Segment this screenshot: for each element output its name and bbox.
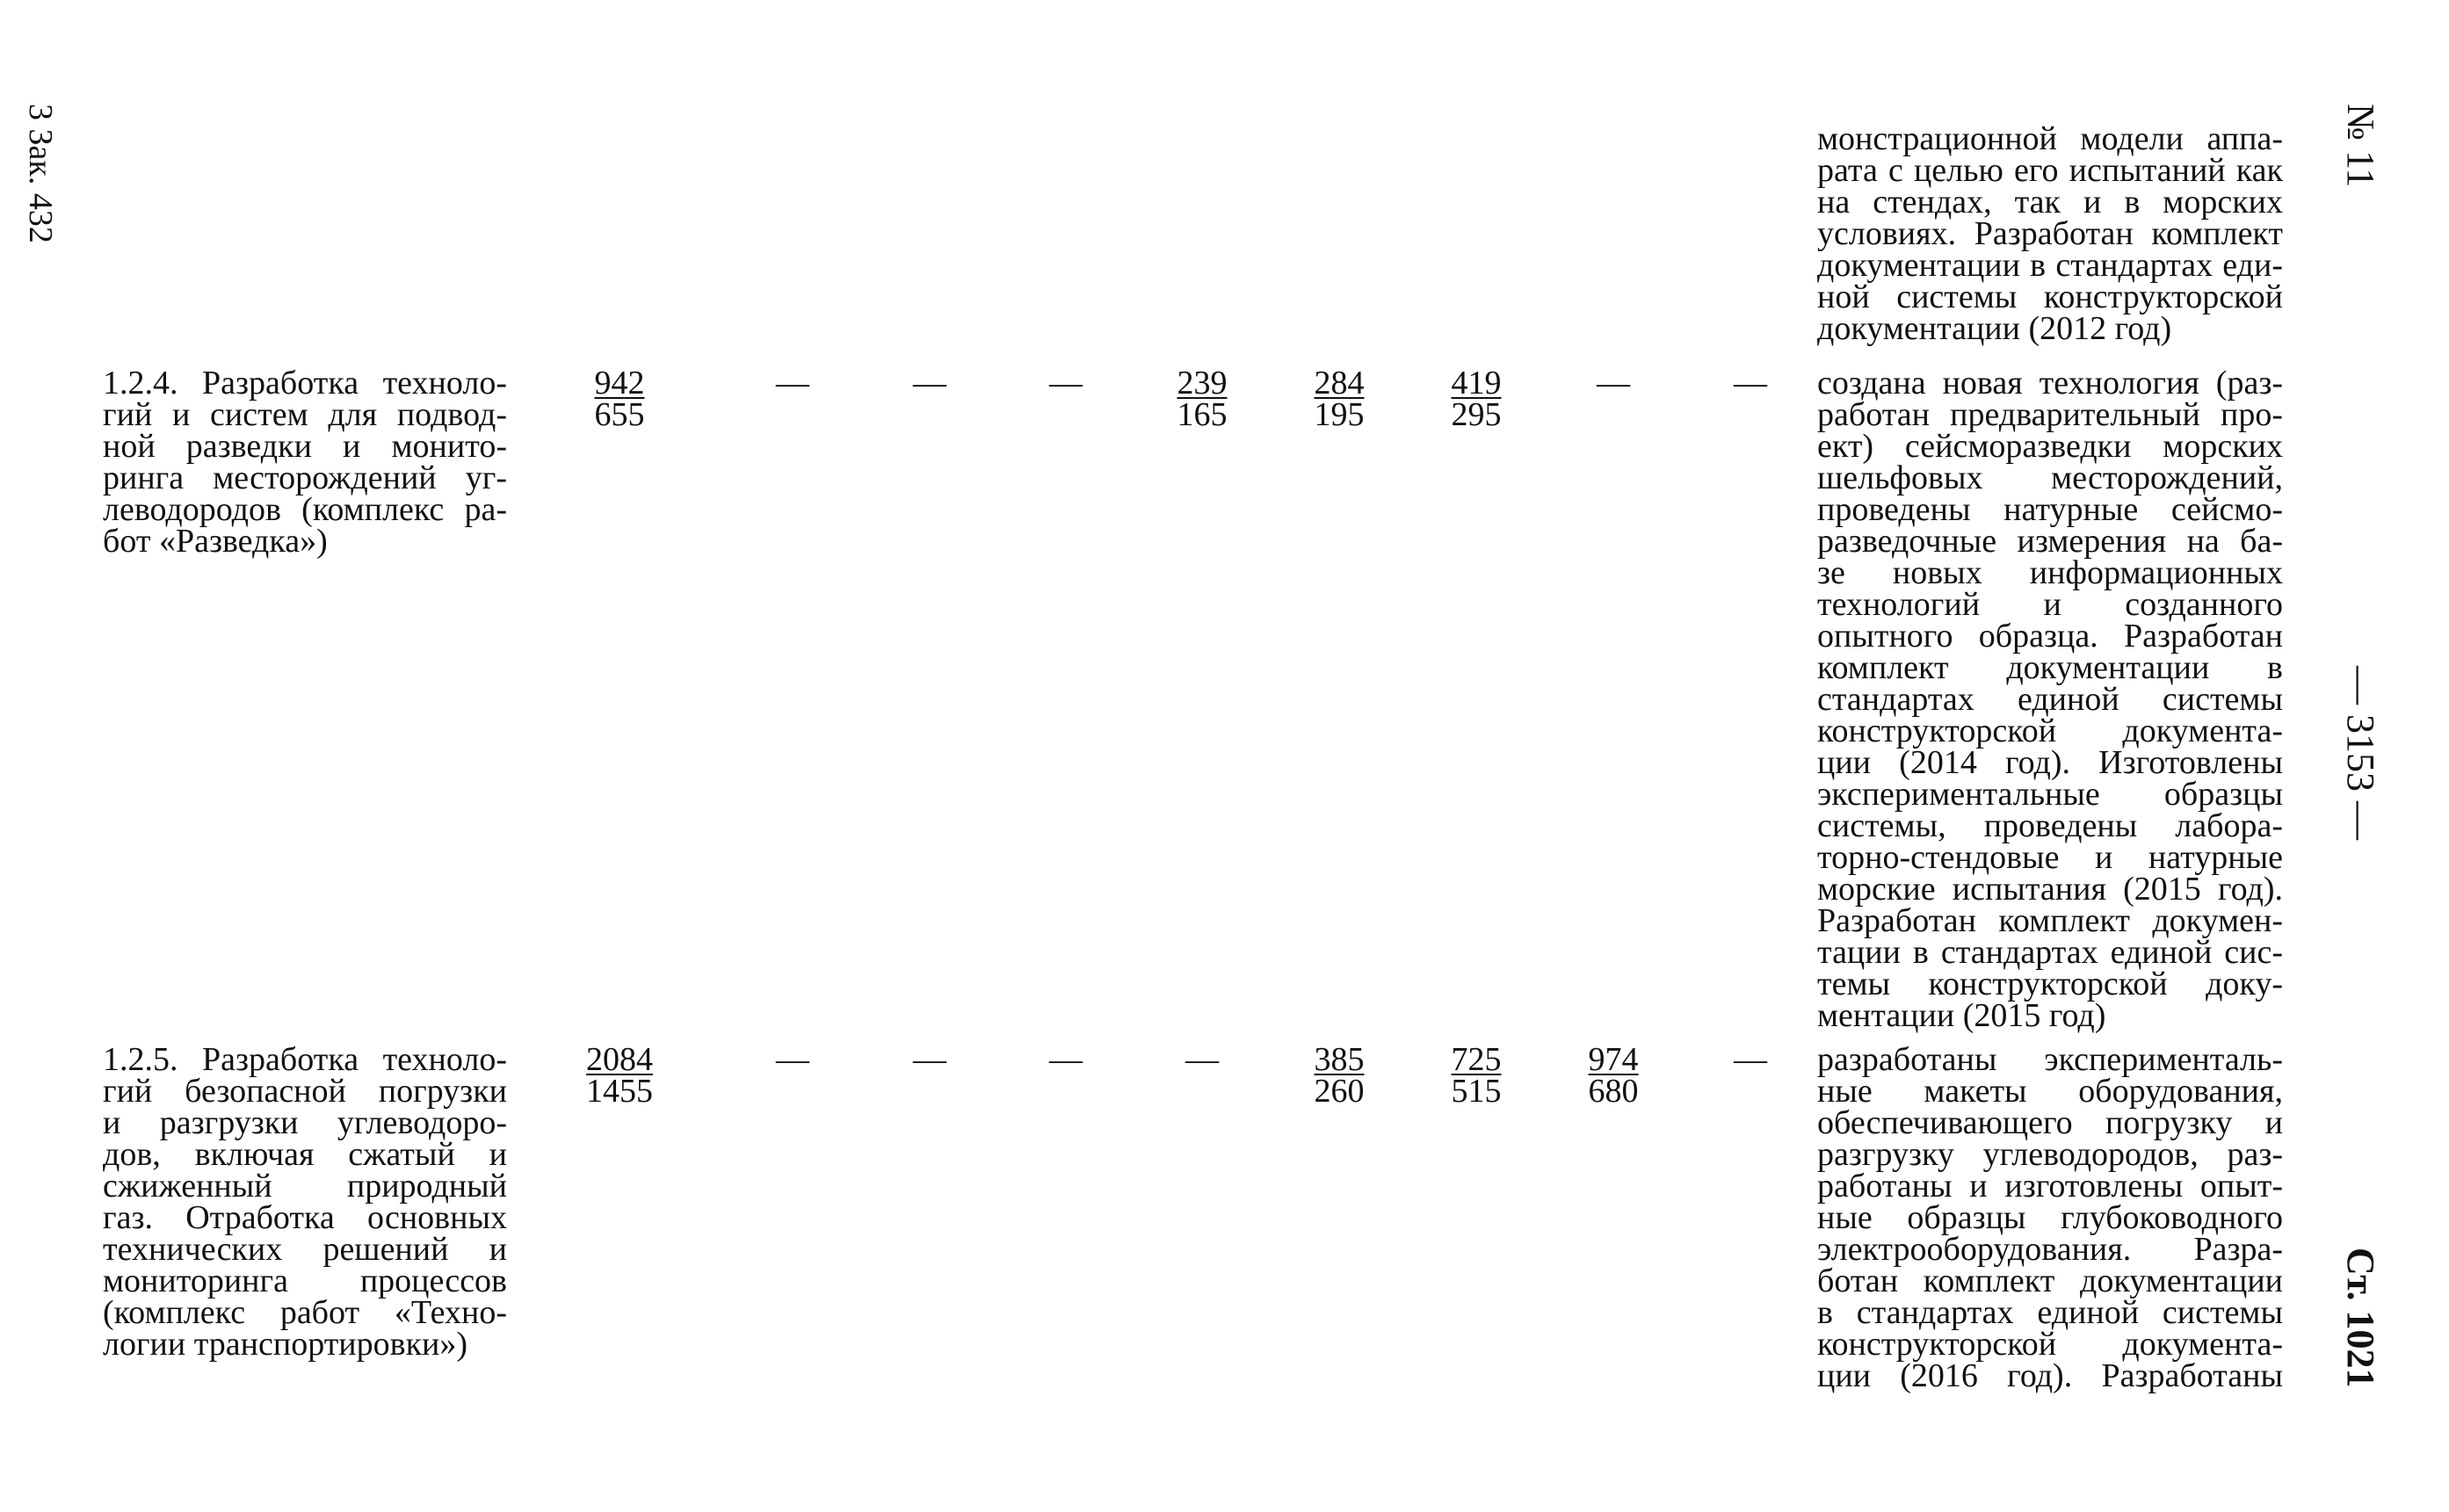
- text-line: ной разведки и монито-: [103, 428, 507, 465]
- text-line: ментации (2015 год): [1817, 997, 2106, 1034]
- text-line: технологий и созданного: [1817, 586, 2283, 623]
- value-denominator: 260: [1314, 1073, 1365, 1110]
- row-result-1-2-4: [1817, 365, 2283, 1034]
- text-line: гий безопасной погрузки: [103, 1073, 507, 1110]
- dash-cell: —: [1734, 1041, 1767, 1078]
- dash-cell: —: [1597, 365, 1630, 402]
- value-denominator: 1455: [586, 1073, 653, 1110]
- value-cell: [571, 365, 668, 433]
- text-line: рата с целью его испытаний как: [1817, 152, 2283, 189]
- dash-cell: —: [913, 365, 946, 402]
- text-line: бот «Разведка»): [103, 523, 328, 560]
- dash-cell: —: [1734, 365, 1767, 402]
- value-numerator: 419: [1451, 365, 1502, 402]
- value-numerator: 974: [1588, 1041, 1639, 1078]
- value-numerator: 942: [594, 365, 645, 402]
- text-line: разгрузку углеводородов, раз-: [1817, 1136, 2283, 1173]
- issue-number: № 11: [2339, 104, 2382, 188]
- text-line: стандартах единой системы: [1817, 681, 2283, 718]
- text-line: в стандартах единой системы: [1817, 1294, 2283, 1331]
- text-line: комплект документации в: [1817, 649, 2283, 686]
- text-line: 1.2.5. Разработка техноло-: [103, 1041, 507, 1078]
- value-numerator: 284: [1314, 365, 1365, 402]
- dash-cell: —: [776, 365, 809, 402]
- text-line: ект) сейсморазведки морских: [1817, 428, 2283, 465]
- text-line: ции (2016 год). Разработаны: [1817, 1357, 2283, 1394]
- text-line: мониторинга процессов: [103, 1262, 507, 1299]
- dash-cell: —: [776, 1041, 809, 1078]
- text-line: системы, проведены лабора-: [1817, 807, 2283, 844]
- text-line: разведочные измерения на ба-: [1817, 523, 2283, 560]
- text-line: на стендах, так и в морских: [1817, 184, 2283, 221]
- text-line: обеспечивающего погрузку и: [1817, 1104, 2283, 1141]
- text-line: торно-стендовые и натурные: [1817, 839, 2283, 876]
- value-cell: [1295, 365, 1383, 433]
- text-line: шельфовых месторождений,: [1817, 459, 2283, 496]
- text-line: тации в стандартах единой сис-: [1817, 934, 2283, 971]
- text-line: Разработан комплект докумен-: [1817, 902, 2283, 939]
- text-line: электрооборудования. Разра-: [1817, 1231, 2283, 1268]
- text-line: разработаны эксперименталь-: [1817, 1041, 2283, 1078]
- text-line: ные макеты оборудования,: [1817, 1073, 2283, 1110]
- value-numerator: 2084: [586, 1041, 653, 1078]
- text-line: леводородов (комплекс ра-: [103, 491, 507, 528]
- value-numerator: 725: [1451, 1041, 1502, 1078]
- text-line: ной системы конструкторской: [1817, 279, 2283, 315]
- text-line: монстрационной модели аппа-: [1817, 120, 2283, 157]
- value-numerator: 239: [1177, 365, 1228, 402]
- text-line: гий и систем для подвод-: [103, 396, 507, 433]
- margin-note: 3 Зак. 432: [22, 104, 59, 243]
- text-line: и разгрузки углеводоро-: [103, 1104, 507, 1141]
- value-denominator: 655: [594, 396, 645, 433]
- dash-cell: —: [1185, 1041, 1219, 1078]
- text-line: документации в стандартах еди-: [1817, 247, 2283, 284]
- text-line: зе новых информационных: [1817, 554, 2283, 591]
- value-denominator: 515: [1451, 1073, 1502, 1110]
- text-line: дов, включая сжатый и: [103, 1136, 507, 1173]
- text-line: морские испытания (2015 год).: [1817, 871, 2283, 908]
- text-line: условиях. Разработан комплект: [1817, 215, 2283, 252]
- text-line: ции (2014 год). Изготовлены: [1817, 744, 2283, 781]
- text-line: опытного образца. Разработан: [1817, 618, 2283, 655]
- text-line: 1.2.4. Разработка техноло-: [103, 365, 507, 402]
- dash-cell: —: [913, 1041, 946, 1078]
- text-line: темы конструкторской доку-: [1817, 966, 2283, 1002]
- value-cell: [1432, 1041, 1520, 1110]
- value-numerator: 385: [1314, 1041, 1365, 1078]
- article-number: Ст. 1021: [2339, 1248, 2382, 1388]
- text-line: ные образцы глубоководного: [1817, 1199, 2283, 1236]
- text-line: конструкторской документа-: [1817, 1326, 2283, 1363]
- value-cell: [567, 1041, 672, 1110]
- text-line: конструкторской документа-: [1817, 713, 2283, 749]
- value-denominator: 195: [1314, 396, 1365, 433]
- text-line: сжиженный природный: [103, 1168, 507, 1205]
- text-line: ринга месторождений уг-: [103, 459, 507, 496]
- value-cell: [1158, 365, 1246, 433]
- value-denominator: 165: [1177, 396, 1228, 433]
- top-result-block: [1817, 120, 2283, 347]
- row-result-1-2-5: [1817, 1041, 2283, 1394]
- text-line: экспериментальные образцы: [1817, 776, 2283, 813]
- text-line: ботан комплект документации: [1817, 1262, 2283, 1299]
- text-line: технических решений и: [103, 1231, 507, 1268]
- text-line: проведены натурные сейсмо-: [1817, 491, 2283, 528]
- text-line: (комплекс работ «Техно-: [103, 1294, 507, 1331]
- dash-cell: —: [1049, 1041, 1083, 1078]
- value-cell: [1432, 365, 1520, 433]
- text-line: создана новая технология (раз-: [1817, 365, 2283, 402]
- text-line: работан предварительный про-: [1817, 396, 2283, 433]
- text-line: газ. Отработка основных: [103, 1199, 507, 1236]
- value-cell: [1569, 1041, 1657, 1110]
- dash-cell: —: [1049, 365, 1083, 402]
- text-line: работаны и изготовлены опыт-: [1817, 1168, 2283, 1205]
- row-title-1-2-4: [103, 365, 507, 560]
- value-denominator: 680: [1588, 1073, 1639, 1110]
- text-line: логии транспортировки»): [103, 1326, 468, 1363]
- row-title-1-2-5: [103, 1041, 507, 1363]
- text-line: документации (2012 год): [1817, 310, 2172, 347]
- value-denominator: 295: [1451, 396, 1502, 433]
- value-cell: [1295, 1041, 1383, 1110]
- page-number: — 3153 —: [2339, 666, 2382, 840]
